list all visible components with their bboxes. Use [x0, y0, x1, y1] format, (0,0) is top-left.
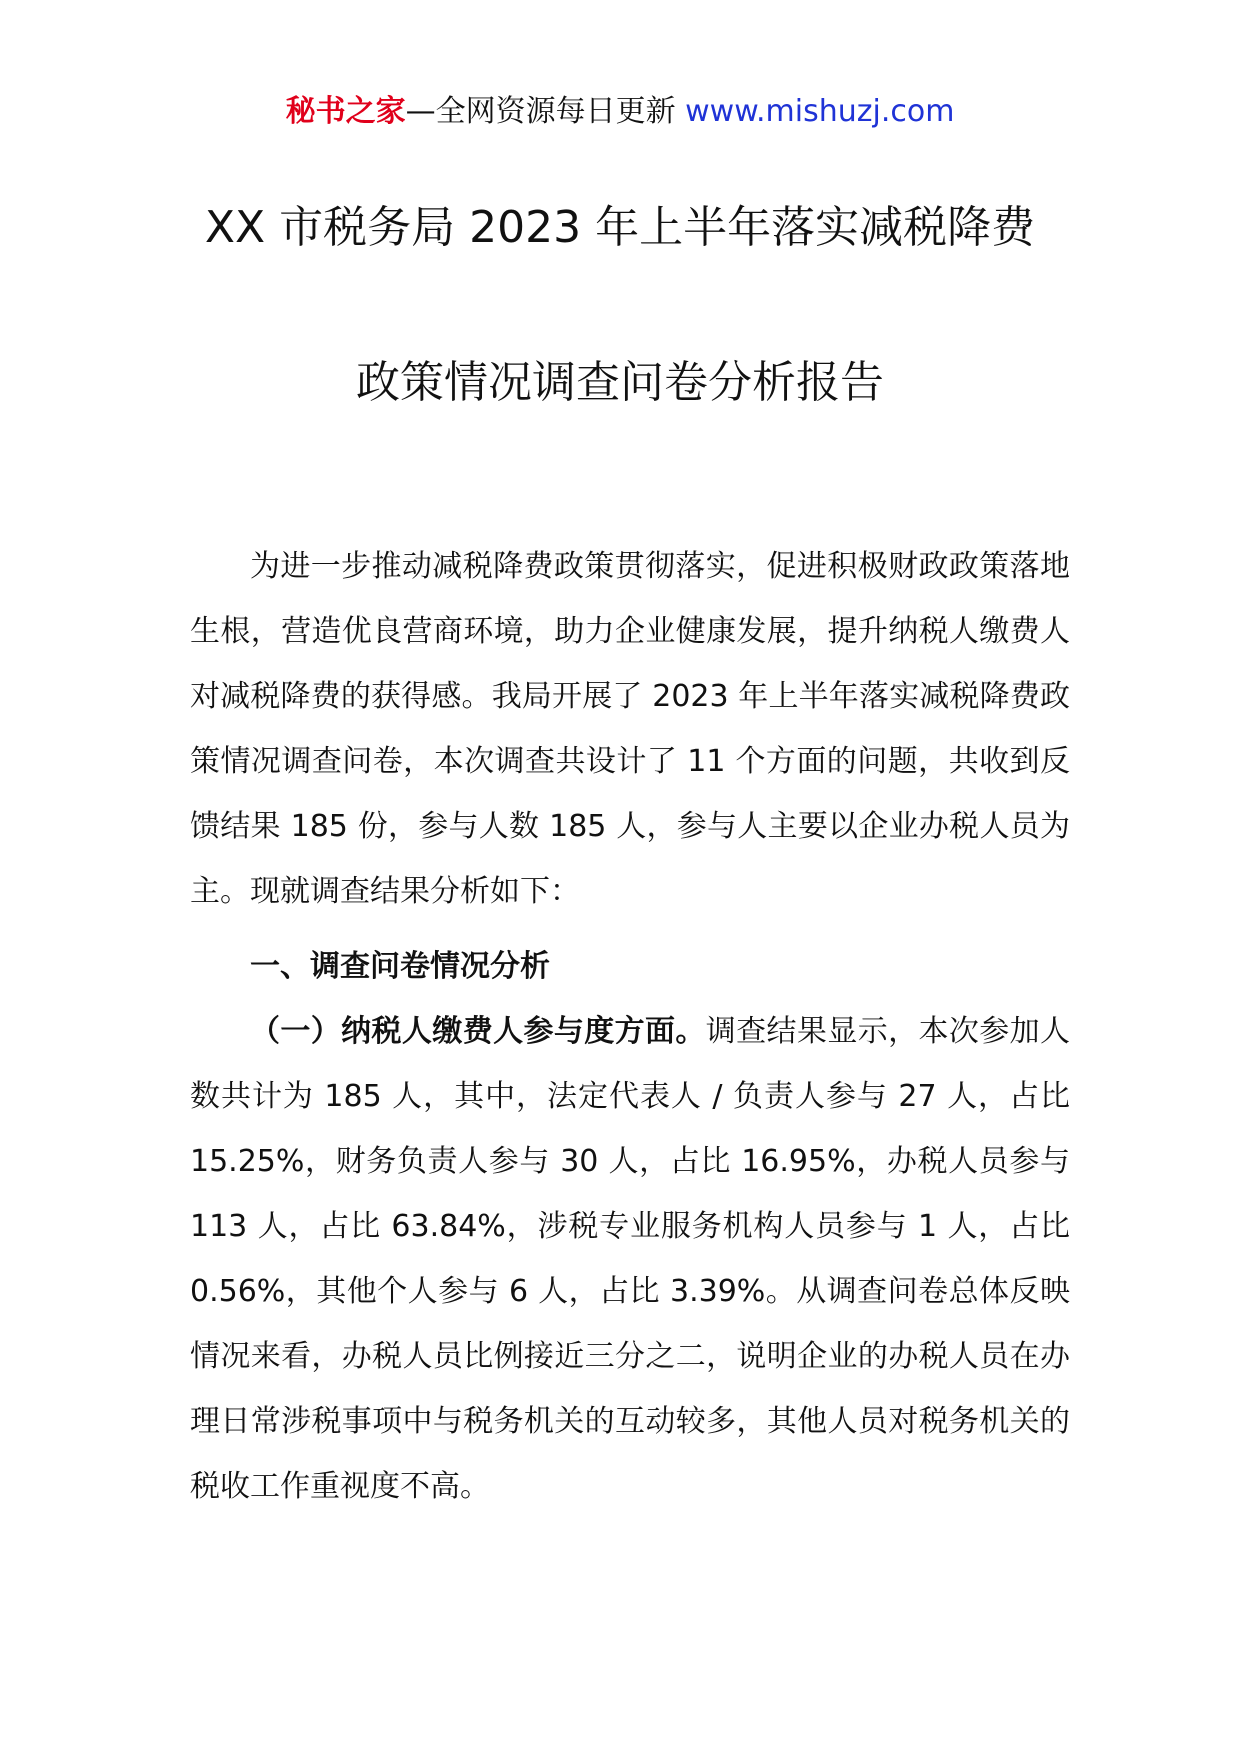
analysis-section — [190, 934, 1070, 1519]
document-title-line-1: XX 市税务局 2023 年上半年落实减税降费 — [204, 202, 1036, 253]
intro-section — [190, 534, 1070, 924]
intro-paragraph: 为进一步推动减税降费政策贯彻落实，促进积极财政政策落地生根，营造优良营商环境，助力企业健康发展，提升纳税人缴费人对减税降费的获得感。我局开展了 2023 年上半年落实减税降费政策情况调查问卷，本次调查共设计了 11 个方面的问题，共收到反馈结果 185 份，参与人数 185 人，参与人主要以企业办税人员为主。现就调查结果分析如下： — [190, 549, 1070, 909]
subsection-text: 调查结果显示，本次参加人数共计为 185 人，其中，法定代表人 / 负责人参与 27 人，占比 15.25%，财务负责人参与 30 人，占比 16.95%，办税人员参与 113 人，占比 63.84%，涉税专业服务机构人员参与 1 人，占比 0.56%，其他个人参与 6 人，占比 3.39%。从调查问卷总体反映情况来看，办税人员比例接近三分之二，说明企业的办税人员在办理日常涉税事项中与税务机关的互动较多，其他人员对税务机关的税收工作重视度不高。 — [190, 1014, 1071, 1504]
subsection-lead: （一）纳税人缴费人参与度方面。 — [250, 1014, 706, 1049]
document-title-line-2: 政策情况调查问卷分析报告 — [356, 357, 884, 408]
brand-name: 秘书之家 — [285, 94, 406, 129]
subsection-paragraph — [190, 999, 1070, 1519]
section-heading: 一、调查问卷情况分析 — [250, 949, 550, 984]
site-header — [0, 92, 1240, 132]
site-url-link[interactable]: www.mishuzj.com — [685, 94, 955, 129]
header-tagline: —全网资源每日更新 — [405, 94, 676, 129]
